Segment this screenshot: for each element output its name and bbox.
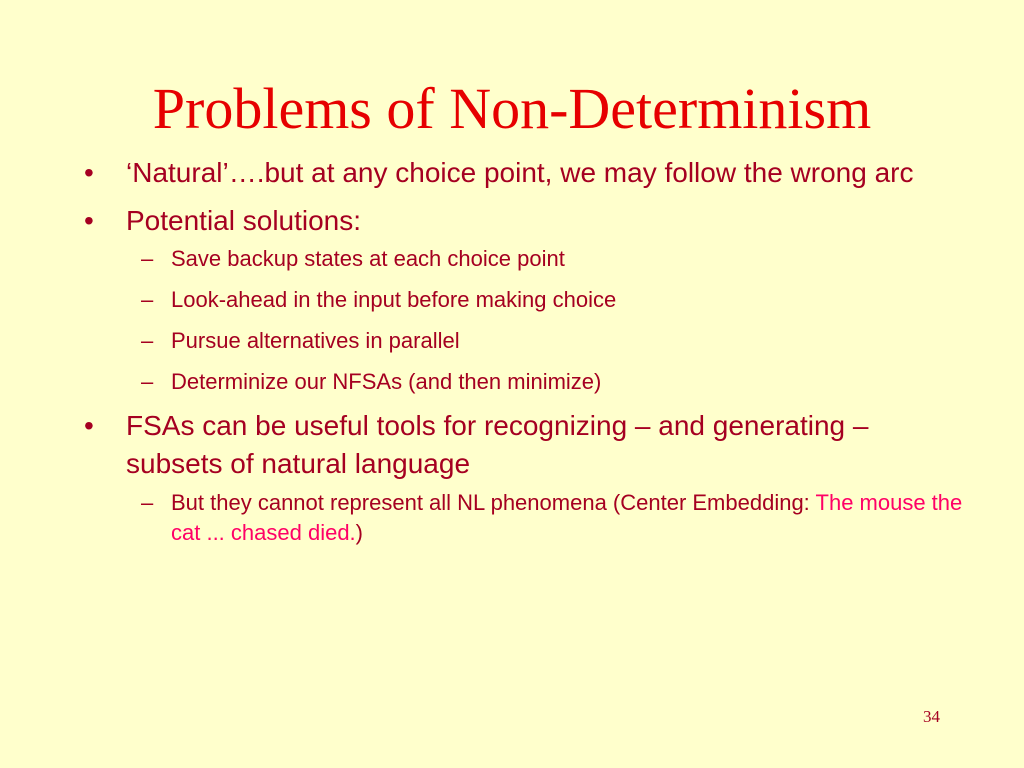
sub-bullet-text: Look-ahead in the input before making choice [171, 287, 617, 312]
bullet-text: FSAs can be useful tools for recognizing – and generating – subsets of natural language [126, 410, 869, 479]
sub-bullet-text-before: But they cannot represent all NL phenomena (Center Embedding: [171, 490, 816, 515]
sub-bullet-item [84, 244, 964, 274]
sub-bullet-item [84, 488, 964, 548]
bullet-text: ‘Natural’….but at any choice point, we may follow the wrong arc [126, 157, 914, 188]
example-sentence: The mouse the cat ... chased died. [171, 490, 963, 545]
bullet-icon: • [84, 205, 94, 236]
bullet-icon: • [84, 157, 94, 188]
sub-bullet-text: Save backup states at each choice point [171, 246, 565, 271]
slide-body [84, 154, 964, 548]
sub-bullet-item [84, 326, 964, 356]
sub-bullet-item [84, 367, 964, 397]
bullet-item [84, 407, 964, 483]
bullet-item [84, 154, 964, 192]
sub-bullet-item [84, 285, 964, 315]
slide-title: Problems of Non-Determinism [152, 76, 872, 141]
dash-icon: – [141, 369, 154, 394]
dash-icon: – [141, 287, 154, 312]
sub-bullet-text: Pursue alternatives in parallel [171, 328, 460, 353]
dash-icon: – [141, 328, 154, 353]
bullet-text: Potential solutions: [126, 205, 362, 236]
bullet-item [84, 202, 964, 240]
dash-icon: – [141, 246, 154, 271]
sub-bullet-text [171, 490, 962, 545]
sub-bullet-text-after: ) [355, 520, 363, 545]
dash-icon: – [141, 490, 154, 515]
page-number: 34 [923, 707, 940, 726]
sub-bullet-text: Determinize our NFSAs (and then minimize) [171, 369, 602, 394]
bullet-icon: • [84, 410, 94, 441]
